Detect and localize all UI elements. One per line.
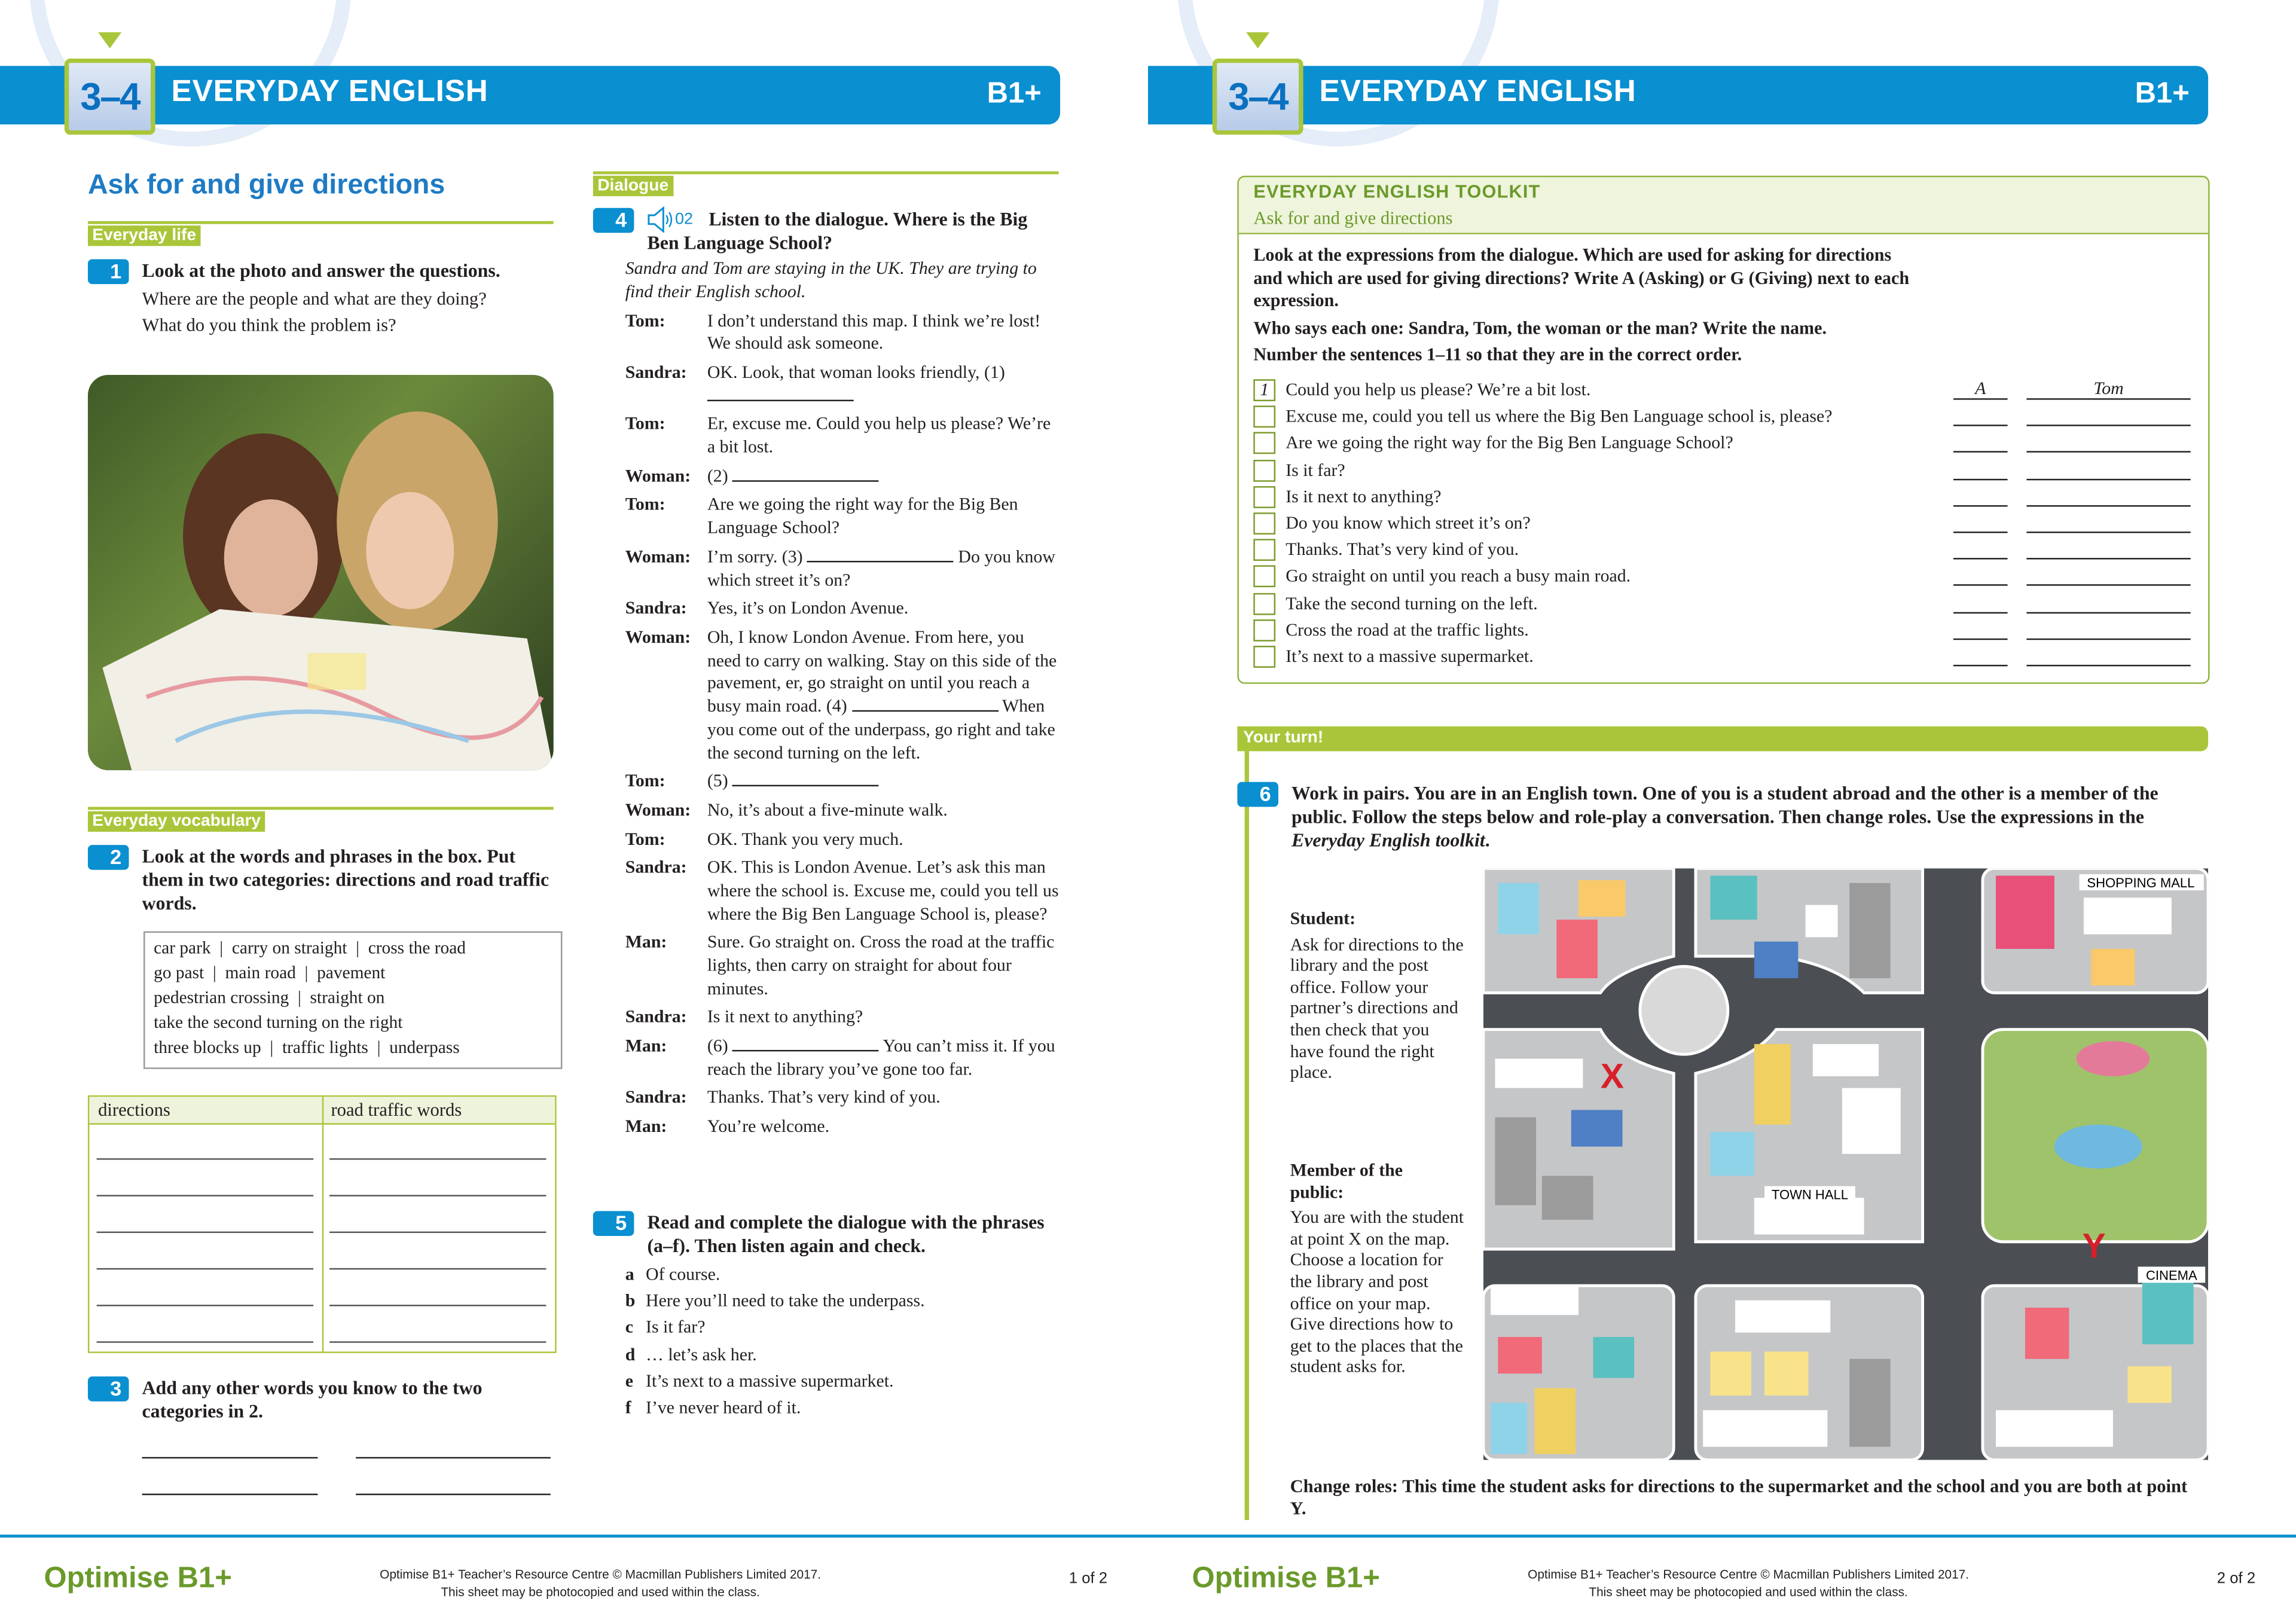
- flowerbed: [2077, 1041, 2150, 1076]
- pond: [2054, 1125, 2142, 1168]
- expression-text: Thanks. That’s very kind of you.: [1286, 539, 1519, 560]
- speaker: Sandra:: [625, 1006, 687, 1027]
- gap-blank[interactable]: [732, 771, 879, 787]
- speaker-field[interactable]: [2026, 591, 2190, 613]
- dialogue-line: [625, 1116, 1059, 1139]
- expression-text: Do you know which street it’s on?: [1286, 512, 1531, 533]
- speaker: Woman:: [625, 465, 691, 486]
- order-checkbox[interactable]: [1253, 459, 1275, 481]
- column-header-directions: directions: [98, 1100, 170, 1121]
- gap-blank[interactable]: [732, 465, 879, 481]
- speaker: Woman:: [625, 545, 691, 567]
- header-level: B1+: [987, 77, 1042, 110]
- line-text: [707, 310, 1059, 356]
- line-text: [707, 1036, 1059, 1082]
- role-heading: Member of the public:: [1290, 1159, 1403, 1202]
- label-cinema: CINEMA: [2146, 1268, 2197, 1283]
- dialogue-line: [625, 1007, 1059, 1030]
- speaker: Tom:: [625, 828, 665, 849]
- spoken-text: OK. Look, that woman looks friendly,: [707, 361, 980, 383]
- copyright-note: This sheet may be photocopied and used within the class.: [441, 1584, 760, 1599]
- gap-blank[interactable]: [732, 1036, 879, 1052]
- answer-line[interactable]: [356, 1494, 551, 1495]
- order-checkbox[interactable]: [1253, 432, 1275, 454]
- toolkit-row: [1253, 591, 2193, 618]
- dialogue-line: [625, 627, 1059, 765]
- phrase-text: It’s next to a massive supermarket.: [646, 1370, 894, 1391]
- phrase-option: [625, 1394, 1059, 1421]
- exercise-instruction: Look at the words and phrases in the box. Put them in two categories: directions and road traffic words.: [142, 845, 549, 914]
- header-level: B1+: [2135, 77, 2190, 110]
- asking-giving-field[interactable]: A: [1953, 378, 2008, 400]
- gap-number: (6): [707, 1035, 728, 1056]
- gap-number: (4): [826, 695, 847, 716]
- answer-line[interactable]: [329, 1305, 546, 1306]
- speaker: Man:: [625, 1116, 667, 1137]
- answer-line[interactable]: [97, 1158, 313, 1159]
- phrase-letter: a: [625, 1263, 634, 1284]
- question: What do you think the problem is?: [142, 315, 396, 335]
- exercise-6: [1237, 782, 2203, 853]
- dialogue-line: [625, 494, 1059, 540]
- speaker-field[interactable]: [2026, 511, 2190, 533]
- spoken-text: Are we going the right way for the Big Ben Language School?: [707, 494, 1018, 538]
- section-rule: [1245, 751, 1249, 1520]
- dialogue-line: [625, 598, 1059, 621]
- town-map[interactable]: [1483, 868, 2208, 1460]
- asking-giving-field[interactable]: [1953, 645, 2008, 667]
- phrase-list: [625, 1261, 1059, 1421]
- spoken-text: Oh, I know London Avenue. From here, you need to carry on walking. Stay on this side of the pavement, er, go straight on until you reach a busy main road.: [707, 626, 1057, 716]
- toolkit-row: [1253, 484, 2193, 511]
- speaker-field[interactable]: [2026, 404, 2190, 426]
- exercise-2: [88, 845, 557, 915]
- dialogue-line: [625, 465, 1059, 489]
- spoken-text: Sure. Go straight on. Cross the road at the traffic lights, then carry on straight for about four minutes.: [707, 932, 1055, 999]
- photo-girls-reading-map: [88, 375, 554, 770]
- line-text: [707, 414, 1059, 460]
- asking-giving-field[interactable]: [1953, 538, 2008, 560]
- spoken-text: Thanks. That’s very kind of you.: [707, 1087, 941, 1108]
- toolkit-title: EVERYDAY ENGLISH TOOLKIT: [1253, 181, 1541, 202]
- spoken-text: You can’t miss it. If you reach the library you’ve gone too far.: [707, 1035, 1055, 1079]
- gap-number: (5): [707, 770, 728, 792]
- gap-number: (2): [707, 465, 728, 486]
- expression-text: Is it far?: [1286, 459, 1345, 480]
- spoken-text: You’re welcome.: [707, 1116, 830, 1137]
- footer-brand: Optimise B1+: [1192, 1562, 1380, 1595]
- line-text: [707, 494, 1059, 540]
- dialogue-line: [625, 310, 1059, 356]
- word-box-line: take the second turning on the right: [154, 1012, 403, 1033]
- phrase-letter: d: [625, 1344, 636, 1364]
- word-box: [144, 932, 562, 1069]
- toolkit-row: [1253, 538, 2193, 564]
- speaker: Woman:: [625, 799, 691, 820]
- order-checkbox[interactable]: [1253, 619, 1275, 641]
- phrase-option: [625, 1261, 1059, 1288]
- speaker: Sandra:: [625, 856, 687, 878]
- public-role: [1290, 1160, 1466, 1378]
- section-label: Everyday vocabulary: [88, 811, 265, 832]
- dialogue-line: [625, 546, 1059, 592]
- header-title: EVERYDAY ENGLISH: [171, 74, 488, 109]
- order-checkbox[interactable]: [1253, 486, 1275, 508]
- exercise-number: 1: [88, 259, 129, 284]
- footer-brand: Optimise B1+: [44, 1562, 232, 1595]
- question: Where are the people and what are they doing?: [142, 288, 487, 309]
- header-title: EVERYDAY ENGLISH: [1319, 74, 1636, 109]
- photo-illustration: [88, 375, 554, 770]
- expression-text: Could you help us please? We’re a bit lost.: [1286, 379, 1591, 400]
- section-everyday-life: [88, 221, 554, 245]
- speaker: Sandra:: [625, 597, 687, 618]
- word-box-line: car park | carry on straight | cross the road: [154, 937, 466, 958]
- toolkit-instruction: Number the sentences 1–11 so that they are in the correct order.: [1253, 344, 1742, 365]
- asking-giving-field[interactable]: [1953, 458, 2008, 480]
- phrase-text: Is it far?: [646, 1317, 706, 1338]
- gap-blank[interactable]: [707, 385, 854, 401]
- gap-blank[interactable]: [851, 696, 998, 712]
- toolkit-box: [1237, 176, 2209, 684]
- spoken-text: OK. This is London Avenue. Let’s ask this man where the school is. Excuse me, could you tell us where the Big Ben Language School is, please?: [707, 856, 1059, 924]
- column-header-road-traffic: road traffic words: [331, 1100, 462, 1121]
- spoken-text: I don’t understand this map. I think we’re lost! We should ask someone.: [707, 310, 1041, 354]
- dialogue-line: [625, 932, 1059, 1001]
- spoken-text: I’m sorry.: [707, 545, 778, 567]
- answer-line[interactable]: [142, 1457, 318, 1458]
- answer-line[interactable]: [97, 1341, 313, 1342]
- speaker: Tom:: [625, 770, 665, 792]
- line-text: [707, 465, 1059, 489]
- dialogue-line: [625, 828, 1059, 851]
- gap-number: (3): [781, 545, 803, 567]
- toolkit-row: [1253, 564, 2193, 591]
- exercise-instruction: Read and complete the dialogue with the phrases (a–f). Then listen again and check.: [647, 1211, 1045, 1257]
- toolkit-row: [1253, 431, 2193, 458]
- expression-text: Cross the road at the traffic lights.: [1286, 619, 1529, 640]
- unit-number: 3–4: [1213, 59, 1303, 135]
- speaker: Tom:: [625, 413, 665, 434]
- table-divider: [322, 1097, 323, 1351]
- dialogue-line: [625, 1036, 1059, 1082]
- phrase-letter: f: [625, 1397, 631, 1418]
- instruction-text: .: [1485, 829, 1490, 851]
- speaker: Woman:: [625, 626, 691, 647]
- answer-line[interactable]: [329, 1232, 546, 1233]
- spoken-text: OK. Thank you very much.: [707, 828, 903, 849]
- line-text: [707, 799, 1059, 823]
- speaker-field[interactable]: [2026, 458, 2190, 480]
- line-text: [707, 1087, 1059, 1110]
- expression-text: It’s next to a massive supermarket.: [1286, 646, 1534, 667]
- speaker: Sandra:: [625, 361, 687, 383]
- exercise-number: 2: [88, 845, 129, 870]
- answer-line[interactable]: [329, 1268, 546, 1269]
- copyright-text: Optimise B1+ Teacher’s Resource Centre © Macmillan Publishers Limited 2017.: [380, 1567, 822, 1582]
- word-box-line: three blocks up | traffic lights | underpass: [154, 1036, 460, 1058]
- line-text: [707, 598, 1059, 621]
- exercise-number: 4: [593, 208, 634, 233]
- expression-text: Are we going the right way for the Big Ben Language School?: [1286, 432, 1733, 453]
- line-text: [707, 362, 1059, 408]
- role-text: You are with the student at point X on the map. Choose a location for the library and post office on your map. Give directions how to get to the places that the student asks for.: [1290, 1207, 1464, 1377]
- header-bar: [0, 66, 1060, 124]
- asking-giving-field[interactable]: [1953, 511, 2008, 533]
- answer-line[interactable]: [97, 1195, 313, 1196]
- toolkit-row: [1253, 511, 2193, 538]
- page-number: 2 of 2: [2216, 1570, 2256, 1588]
- phrase-text: Here you’ll need to take the underpass.: [646, 1290, 925, 1311]
- section-label: Your turn!: [1243, 729, 1324, 747]
- asking-giving-field[interactable]: [1953, 431, 2008, 453]
- answer-line[interactable]: [329, 1158, 546, 1159]
- exercise-3: [88, 1376, 557, 1423]
- line-text: [707, 828, 1059, 851]
- speaker-field[interactable]: Tom: [2026, 378, 2190, 400]
- order-checkbox[interactable]: 1: [1253, 379, 1275, 401]
- copyright-text: Optimise B1+ Teacher’s Resource Centre © Macmillan Publishers Limited 2017.: [1528, 1567, 1970, 1582]
- asking-giving-field[interactable]: [1953, 591, 2008, 613]
- label-town-hall: TOWN HALL: [1771, 1187, 1849, 1202]
- order-checkbox[interactable]: [1253, 539, 1275, 561]
- section-your-turn: [1237, 726, 2208, 752]
- triangle-marker-icon: [1246, 32, 1269, 48]
- triangle-marker-icon: [98, 32, 121, 48]
- speaker-field[interactable]: [2026, 618, 2190, 640]
- spoken-text: Is it next to anything?: [707, 1006, 863, 1027]
- line-text: [707, 771, 1059, 794]
- gap-number: (1): [984, 361, 1005, 383]
- footer-rule: [0, 1535, 2296, 1538]
- exercise-instruction: [1292, 782, 2204, 853]
- speaker: Tom:: [625, 494, 665, 515]
- audio-track: 02: [674, 210, 693, 228]
- toolkit-row: [1253, 404, 2193, 431]
- order-checkbox[interactable]: [1253, 512, 1275, 535]
- exercise-instruction: Add any other words you know to the two categories in 2.: [142, 1376, 483, 1422]
- speaker-field[interactable]: [2026, 645, 2190, 667]
- phrase-option: [625, 1367, 1059, 1394]
- category-table: [88, 1095, 557, 1353]
- change-roles-text: Change roles: This time the student asks for directions to the supermarket and the school and you are both at point Y.: [1290, 1476, 2188, 1519]
- dialogue-intro: Sandra and Tom are staying in the UK. They are trying to find their English school.: [625, 258, 1037, 301]
- phrase-option: [625, 1287, 1059, 1314]
- exercise-4: [593, 208, 1059, 1144]
- toolkit-subtitle: Ask for and give directions: [1253, 207, 1453, 229]
- exercise-instruction: Look at the photo and answer the questions.: [142, 259, 500, 282]
- exercise-number: 6: [1237, 782, 1278, 807]
- phrase-text: Of course.: [646, 1263, 720, 1284]
- speaker-field[interactable]: [2026, 564, 2190, 587]
- speaker-field[interactable]: [2026, 538, 2190, 560]
- toolkit-row: [1253, 378, 2193, 405]
- phrase-letter: c: [625, 1317, 634, 1338]
- dialogue-line: [625, 414, 1059, 460]
- expression-text: Excuse me, could you tell us where the Big Ben Language school is, please?: [1286, 405, 1833, 427]
- spoken-text: Do you know which street it’s on?: [707, 545, 1055, 590]
- copyright-note: This sheet may be photocopied and used within the class.: [1589, 1584, 1908, 1599]
- toolkit-row: [1253, 645, 2193, 671]
- spoken-text: When you come out of the underpass, go right and take the second turning on the left.: [707, 695, 1055, 763]
- toolkit-instruction: Look at the expressions from the dialogue. Which are used for asking for directions and which are used for giving directions? Write A (Asking) or G (Giving) next to each expression.: [1253, 244, 1910, 311]
- spoken-text: Yes, it’s on London Avenue.: [707, 597, 909, 618]
- speaker: Man:: [625, 1035, 667, 1056]
- line-text: [707, 857, 1059, 926]
- section-dialogue: [593, 172, 1059, 195]
- roundabout: [1640, 966, 1728, 1054]
- label-shopping-mall: SHOPPING MALL: [2087, 875, 2195, 891]
- line-text: [707, 932, 1059, 1001]
- phrase-option: [625, 1341, 1059, 1367]
- role-text: Ask for directions to the library and the post office. Follow your partner’s directions and then check that you have found the right place.: [1290, 933, 1464, 1083]
- answer-line[interactable]: [329, 1195, 546, 1196]
- point-x: X: [1600, 1057, 1624, 1096]
- order-checkbox[interactable]: [1253, 593, 1275, 615]
- spoken-text: No, it’s about a five-minute walk.: [707, 799, 948, 820]
- toolkit-instruction: Who says each one: Sandra, Tom, the woman or the man? Write the name.: [1253, 318, 1827, 338]
- spoken-text: Er, excuse me. Could you help us please? We’re a bit lost.: [707, 413, 1051, 457]
- answer-line[interactable]: [97, 1268, 313, 1269]
- footer-copyright: [337, 1565, 864, 1601]
- phrase-letter: e: [625, 1370, 634, 1391]
- toolkit-row: [1253, 618, 2193, 645]
- word-box-line: pedestrian crossing | straight on: [154, 987, 385, 1008]
- exercise-5: [593, 1211, 1059, 1421]
- point-y: Y: [2082, 1226, 2106, 1266]
- speaker: Sandra:: [625, 1087, 687, 1108]
- speaker: Man:: [625, 932, 667, 953]
- expression-text: Go straight on until you reach a busy main road.: [1286, 566, 1631, 587]
- speaker-field[interactable]: [2026, 431, 2190, 453]
- exercise-number: 5: [593, 1211, 634, 1236]
- dialogue-line: [625, 857, 1059, 926]
- unit-number: 3–4: [65, 59, 155, 135]
- answer-line[interactable]: [356, 1457, 551, 1458]
- expression-text: Is it next to anything?: [1286, 486, 1442, 506]
- section-label: Dialogue: [593, 176, 673, 196]
- asking-giving-field[interactable]: [1953, 618, 2008, 640]
- answer-line[interactable]: [142, 1494, 318, 1495]
- phrase-letter: b: [625, 1290, 636, 1311]
- role-heading: Student:: [1290, 908, 1356, 929]
- header-bar: [1148, 66, 2208, 124]
- expression-text: Take the second turning on the left.: [1286, 592, 1538, 613]
- asking-giving-field[interactable]: [1953, 564, 2008, 587]
- dialogue-line: [625, 1087, 1059, 1110]
- speaker: Tom:: [625, 310, 665, 331]
- toolkit-row: [1253, 458, 2193, 485]
- section-everyday-vocabulary: [88, 807, 554, 830]
- line-text: [707, 546, 1059, 592]
- exercise-number: 3: [88, 1376, 129, 1402]
- asking-giving-field[interactable]: [1953, 484, 2008, 506]
- footer-copyright: [1485, 1565, 2012, 1601]
- gap-blank[interactable]: [807, 546, 954, 562]
- answer-line[interactable]: [97, 1305, 313, 1306]
- phrase-option: [625, 1314, 1059, 1341]
- asking-giving-field[interactable]: [1953, 404, 2008, 426]
- dialogue-line: [625, 799, 1059, 823]
- page-title: Ask for and give directions: [87, 170, 445, 201]
- dialogue: [625, 310, 1059, 1139]
- page-number: 1 of 2: [1068, 1570, 1108, 1588]
- answer-line[interactable]: [329, 1341, 546, 1342]
- word-box-line: go past | main road | pavement: [154, 961, 386, 983]
- instruction-text: Work in pairs. You are in an English town. One of you is a student abroad and the other is a member of the public. Follow the steps below and role-play a conversation. Then change roles. Use the expressions in the: [1292, 782, 2158, 828]
- speaker-field[interactable]: [2026, 484, 2190, 506]
- phrase-text: … let’s ask her.: [646, 1344, 757, 1364]
- student-role: [1290, 908, 1466, 1083]
- exercise-instruction: Listen to the dialogue. Where is the Big Ben Language School?: [647, 207, 1028, 254]
- exercise-1: [88, 259, 557, 338]
- order-checkbox[interactable]: [1253, 646, 1275, 668]
- section-label: Everyday life: [88, 225, 200, 246]
- order-checkbox[interactable]: [1253, 566, 1275, 588]
- instruction-emphasis: Everyday English toolkit: [1292, 829, 1485, 851]
- dialogue-line: [625, 362, 1059, 408]
- line-text: [707, 1007, 1059, 1030]
- audio-icon[interactable]: [646, 206, 693, 233]
- line-text: [707, 1116, 1059, 1139]
- phrase-text: I’ve never heard of it.: [646, 1397, 801, 1418]
- line-text: [707, 627, 1059, 765]
- dialogue-line: [625, 771, 1059, 794]
- answer-line[interactable]: [97, 1232, 313, 1233]
- order-checkbox[interactable]: [1253, 406, 1275, 428]
